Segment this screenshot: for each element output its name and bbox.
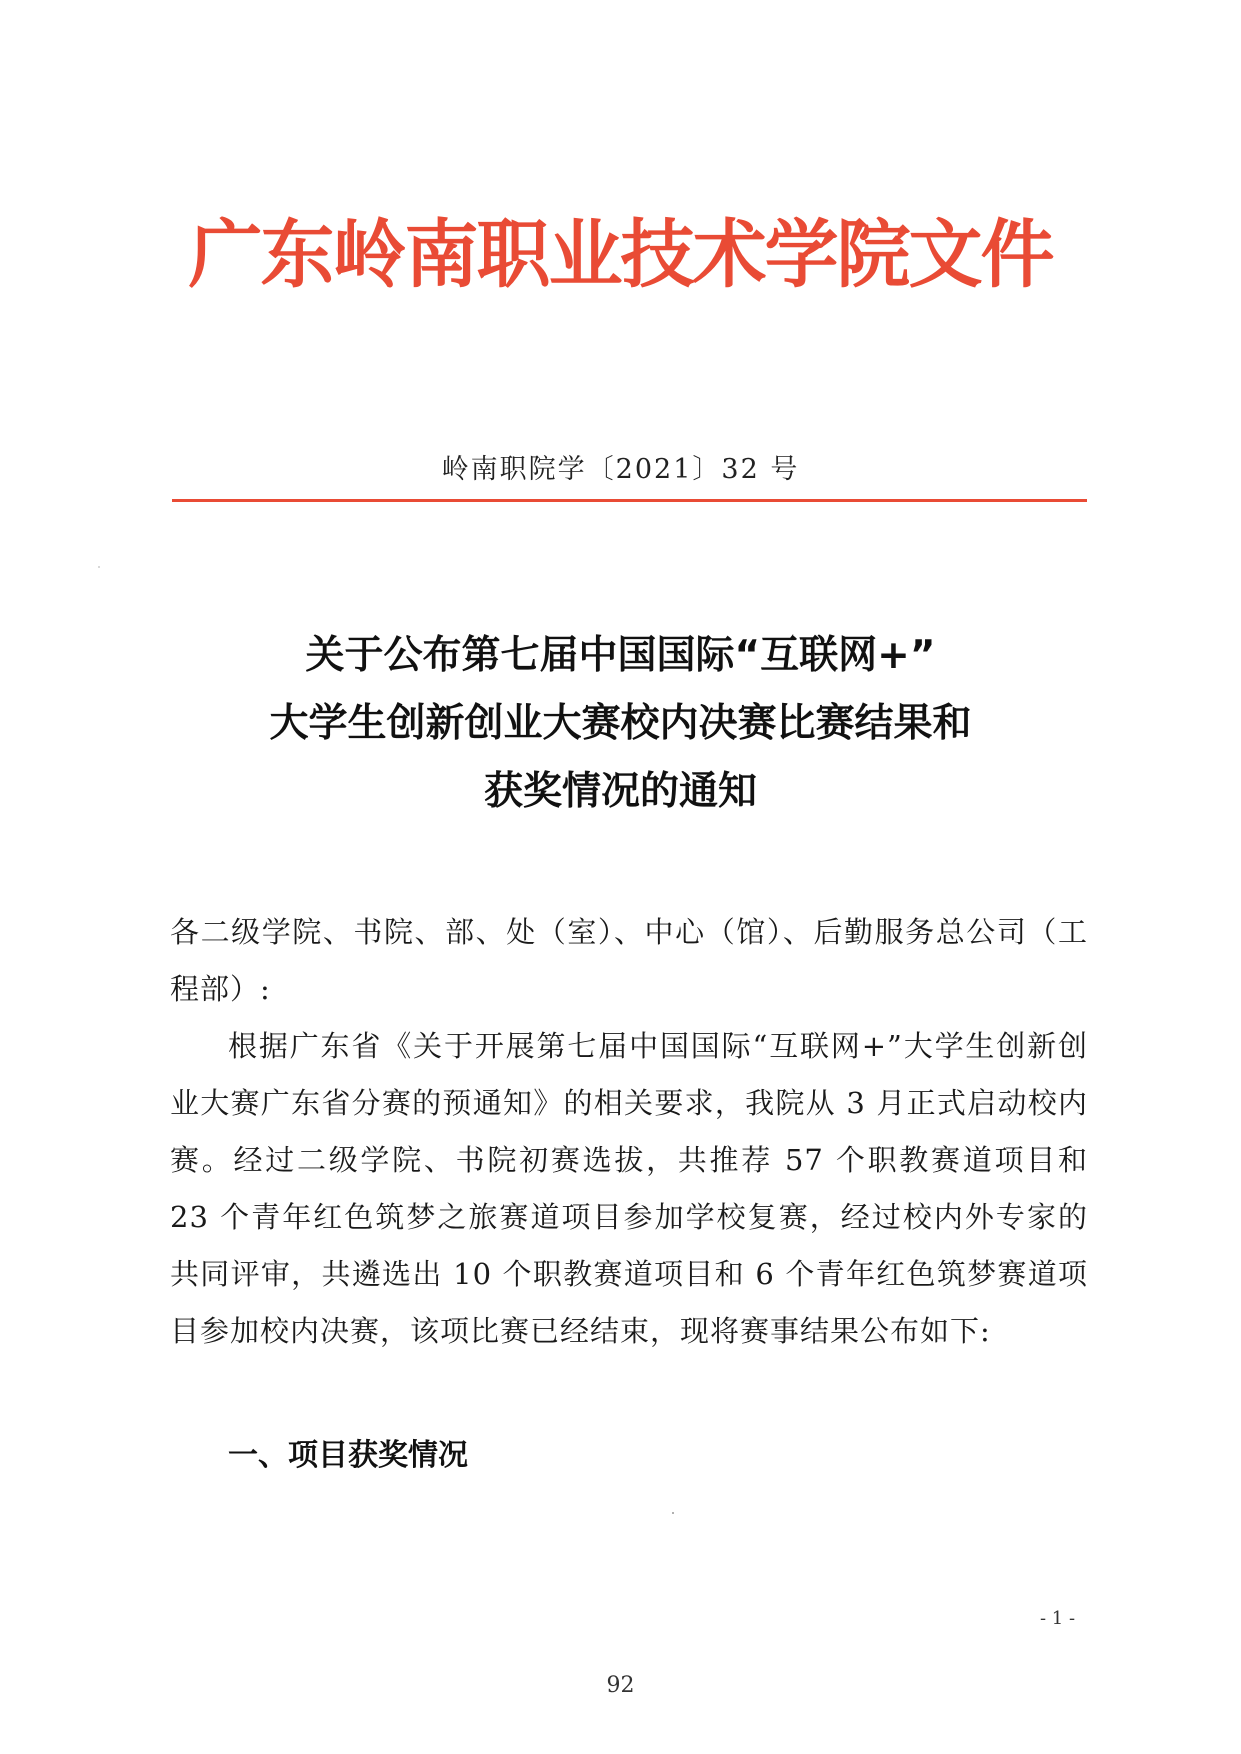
red-divider-line xyxy=(172,499,1087,502)
body-paragraph: 根据广东省《关于开展第七届中国国际“互联网+”大学生创新创业大赛广东省分赛的预通知》的相关要求，我院从 3 月正式启动校内赛。经过二级学院、书院初赛选拔，共推荐 57 个职教赛道项目和 23 个青年红色筑梦之旅赛道项目参加学校复赛，经过校内外专家的共同评审，共遴选出 10 个职教赛道项目和 6 个青年红色筑梦赛道项目参加校内决赛，该项比赛已经结束，现将赛事结果公布如下: xyxy=(170,1029,1088,1348)
section-heading: 一、项目获奖情况 xyxy=(228,1438,468,1473)
page-number-mark: - 1 - xyxy=(1040,1608,1076,1629)
notice-title-line-2: 大学生创新创业大赛校内决赛比赛结果和 xyxy=(269,701,972,746)
notice-title-line-3: 获奖情况的通知 xyxy=(483,769,757,814)
document-number: 岭南职院学〔2021〕32 号 xyxy=(441,454,800,485)
addressee: 各二级学院、书院、部、处（室）、中心（馆）、后勤服务总公司（工程部）: xyxy=(170,915,1088,1006)
notice-body xyxy=(170,904,1088,1360)
scan-speck xyxy=(672,1512,674,1514)
document-header-title: 广东岭南职业技术学院文件 xyxy=(188,212,1053,298)
scan-page-number: 92 xyxy=(606,1673,635,1698)
notice-title-line-1: 关于公布第七届中国国际“互联网+” xyxy=(305,633,936,678)
notice-title xyxy=(0,622,1241,826)
scan-speck xyxy=(98,566,100,568)
